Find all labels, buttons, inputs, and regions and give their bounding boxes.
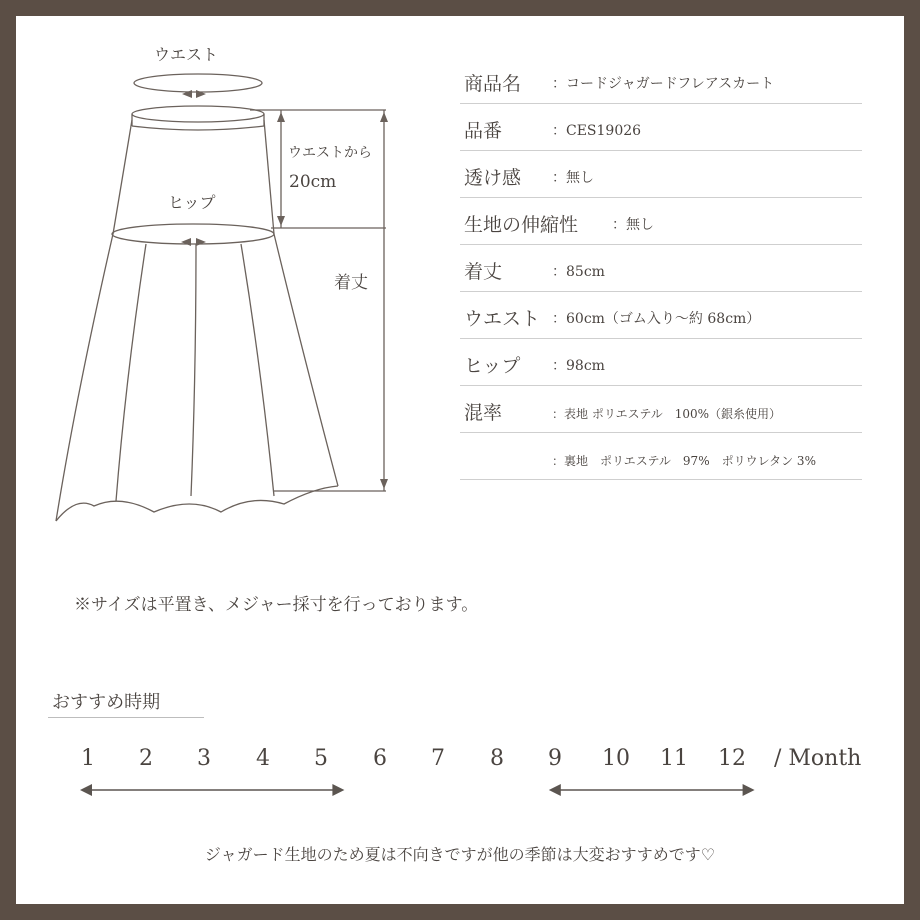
season-range-arrow [549, 784, 755, 796]
spec-label: 品番 [464, 120, 503, 142]
waist-label: ウエスト [154, 45, 219, 64]
spec-label: 生地の伸縮性 [464, 214, 579, 236]
spec-value: ：60cm（ゴム入り～約 68cm） [552, 311, 761, 327]
spec-row-transparency [460, 150, 862, 198]
from-waist-value: 20cm [289, 172, 337, 192]
spec-row-hip [460, 338, 862, 386]
month-label: 3 [197, 746, 211, 771]
month-label: 2 [139, 746, 153, 771]
month-label: 1 [81, 746, 95, 771]
measurement-note: ※サイズは平置き、メジャー採寸を行っております。 [74, 595, 479, 615]
from-waist-label: ウエストから [288, 145, 372, 161]
season-range-arrow [80, 784, 344, 796]
spec-row-waist [460, 291, 862, 339]
season-title-underline [48, 717, 204, 718]
month-label: 6 [373, 746, 387, 771]
spec-label: 商品名 [464, 73, 522, 95]
footer-message: ジャガード生地のため夏は不向きですが他の季節は大変おすすめです♡ [204, 845, 716, 864]
spec-value: ：表地 ポリエステル 100%（銀糸使用） [552, 407, 782, 421]
spec-label: ウエスト [464, 308, 541, 330]
spec-row-length [460, 244, 862, 292]
month-label: 5 [314, 746, 328, 771]
spec-value: ：裏地 ポリエステル 97% ポリウレタン 3% [552, 454, 816, 468]
spec-value: ：CES19026 [552, 123, 642, 139]
spec-value: ：コードジャガードフレアスカート [552, 76, 775, 92]
spec-row-product-name [460, 56, 862, 104]
spec-label: 混率 [464, 402, 503, 424]
month-label: 4 [256, 746, 270, 771]
spec-row-lining [460, 432, 862, 480]
spec-row-item-number [460, 103, 862, 151]
hip-label: ヒップ [168, 193, 216, 212]
spec-value: ：85cm [552, 264, 605, 280]
spec-value: ：無し [552, 170, 594, 186]
month-label: 12 [718, 746, 746, 771]
length-label: 着丈 [334, 273, 368, 293]
month-unit: / Month [774, 746, 862, 771]
month-label: 7 [431, 746, 445, 771]
spec-value: ：無し [612, 217, 654, 233]
month-label: 9 [548, 746, 562, 771]
season-arrows [16, 776, 904, 806]
season-title: おすすめ時期 [52, 692, 161, 713]
spec-row-composition [460, 385, 862, 433]
spec-label: 透け感 [464, 167, 522, 189]
month-label: 11 [660, 746, 688, 771]
month-label: 10 [602, 746, 630, 771]
month-label: 8 [490, 746, 504, 771]
size-chart-card [16, 16, 904, 904]
spec-label: ヒップ [464, 355, 521, 377]
spec-row-stretch [460, 197, 862, 245]
spec-label: 着丈 [464, 261, 503, 283]
spec-value: ：98cm [552, 358, 605, 374]
